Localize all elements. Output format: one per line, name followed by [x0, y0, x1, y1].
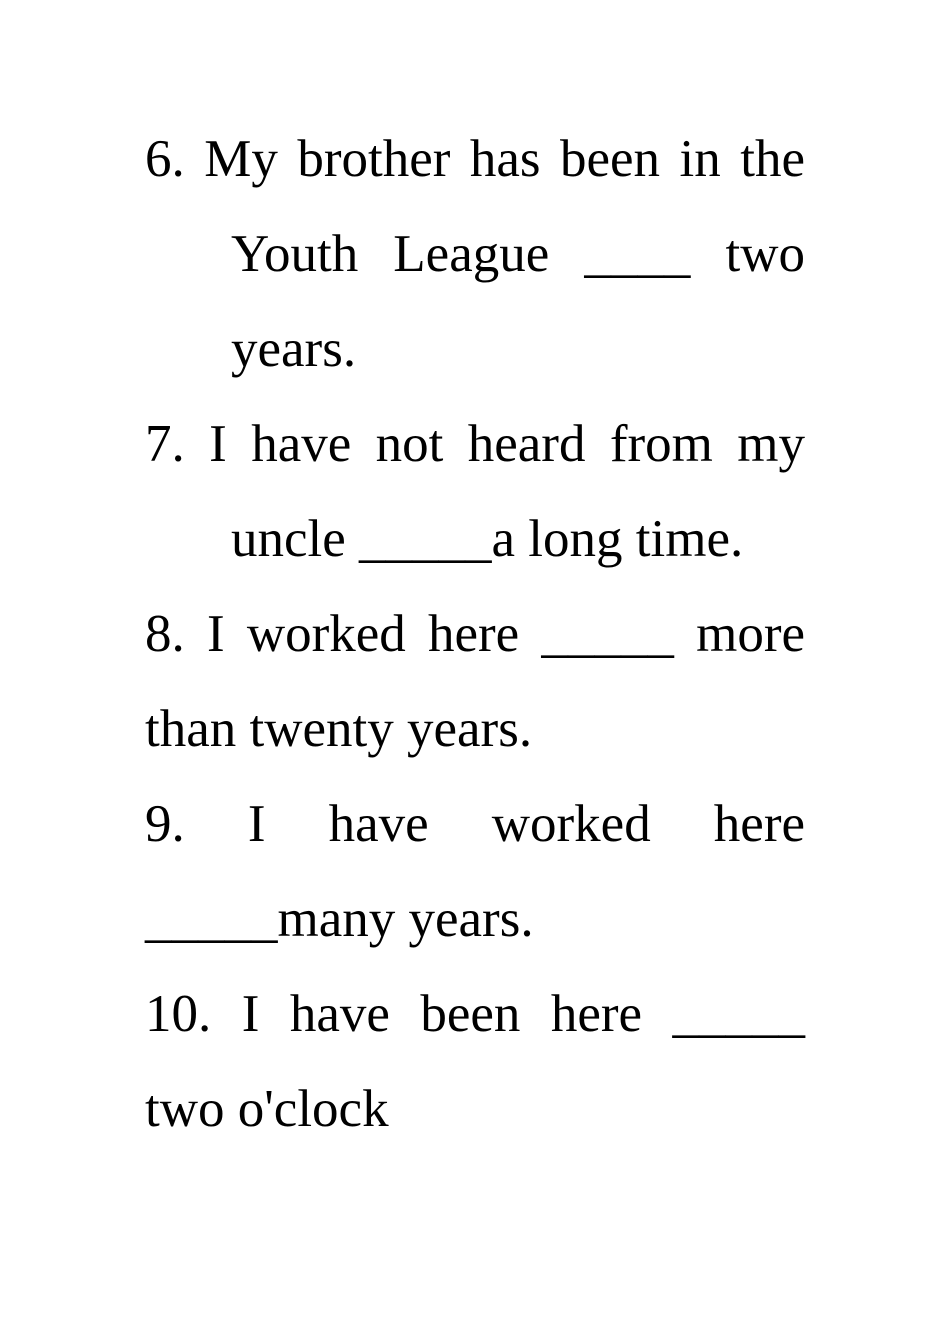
worksheet-page — [145, 112, 805, 1157]
question-8: 8. I worked here _____ more than twenty years. — [145, 605, 805, 758]
question-10: 10. I have been here _____ two o'clock — [145, 985, 805, 1138]
question-6: 6. My brother has been in the Youth League ____ two years. — [145, 130, 805, 378]
question-9: 9. I have worked here _____many years. — [145, 795, 805, 948]
question-7: 7. I have not heard from my uncle _____a long time. — [145, 415, 805, 568]
